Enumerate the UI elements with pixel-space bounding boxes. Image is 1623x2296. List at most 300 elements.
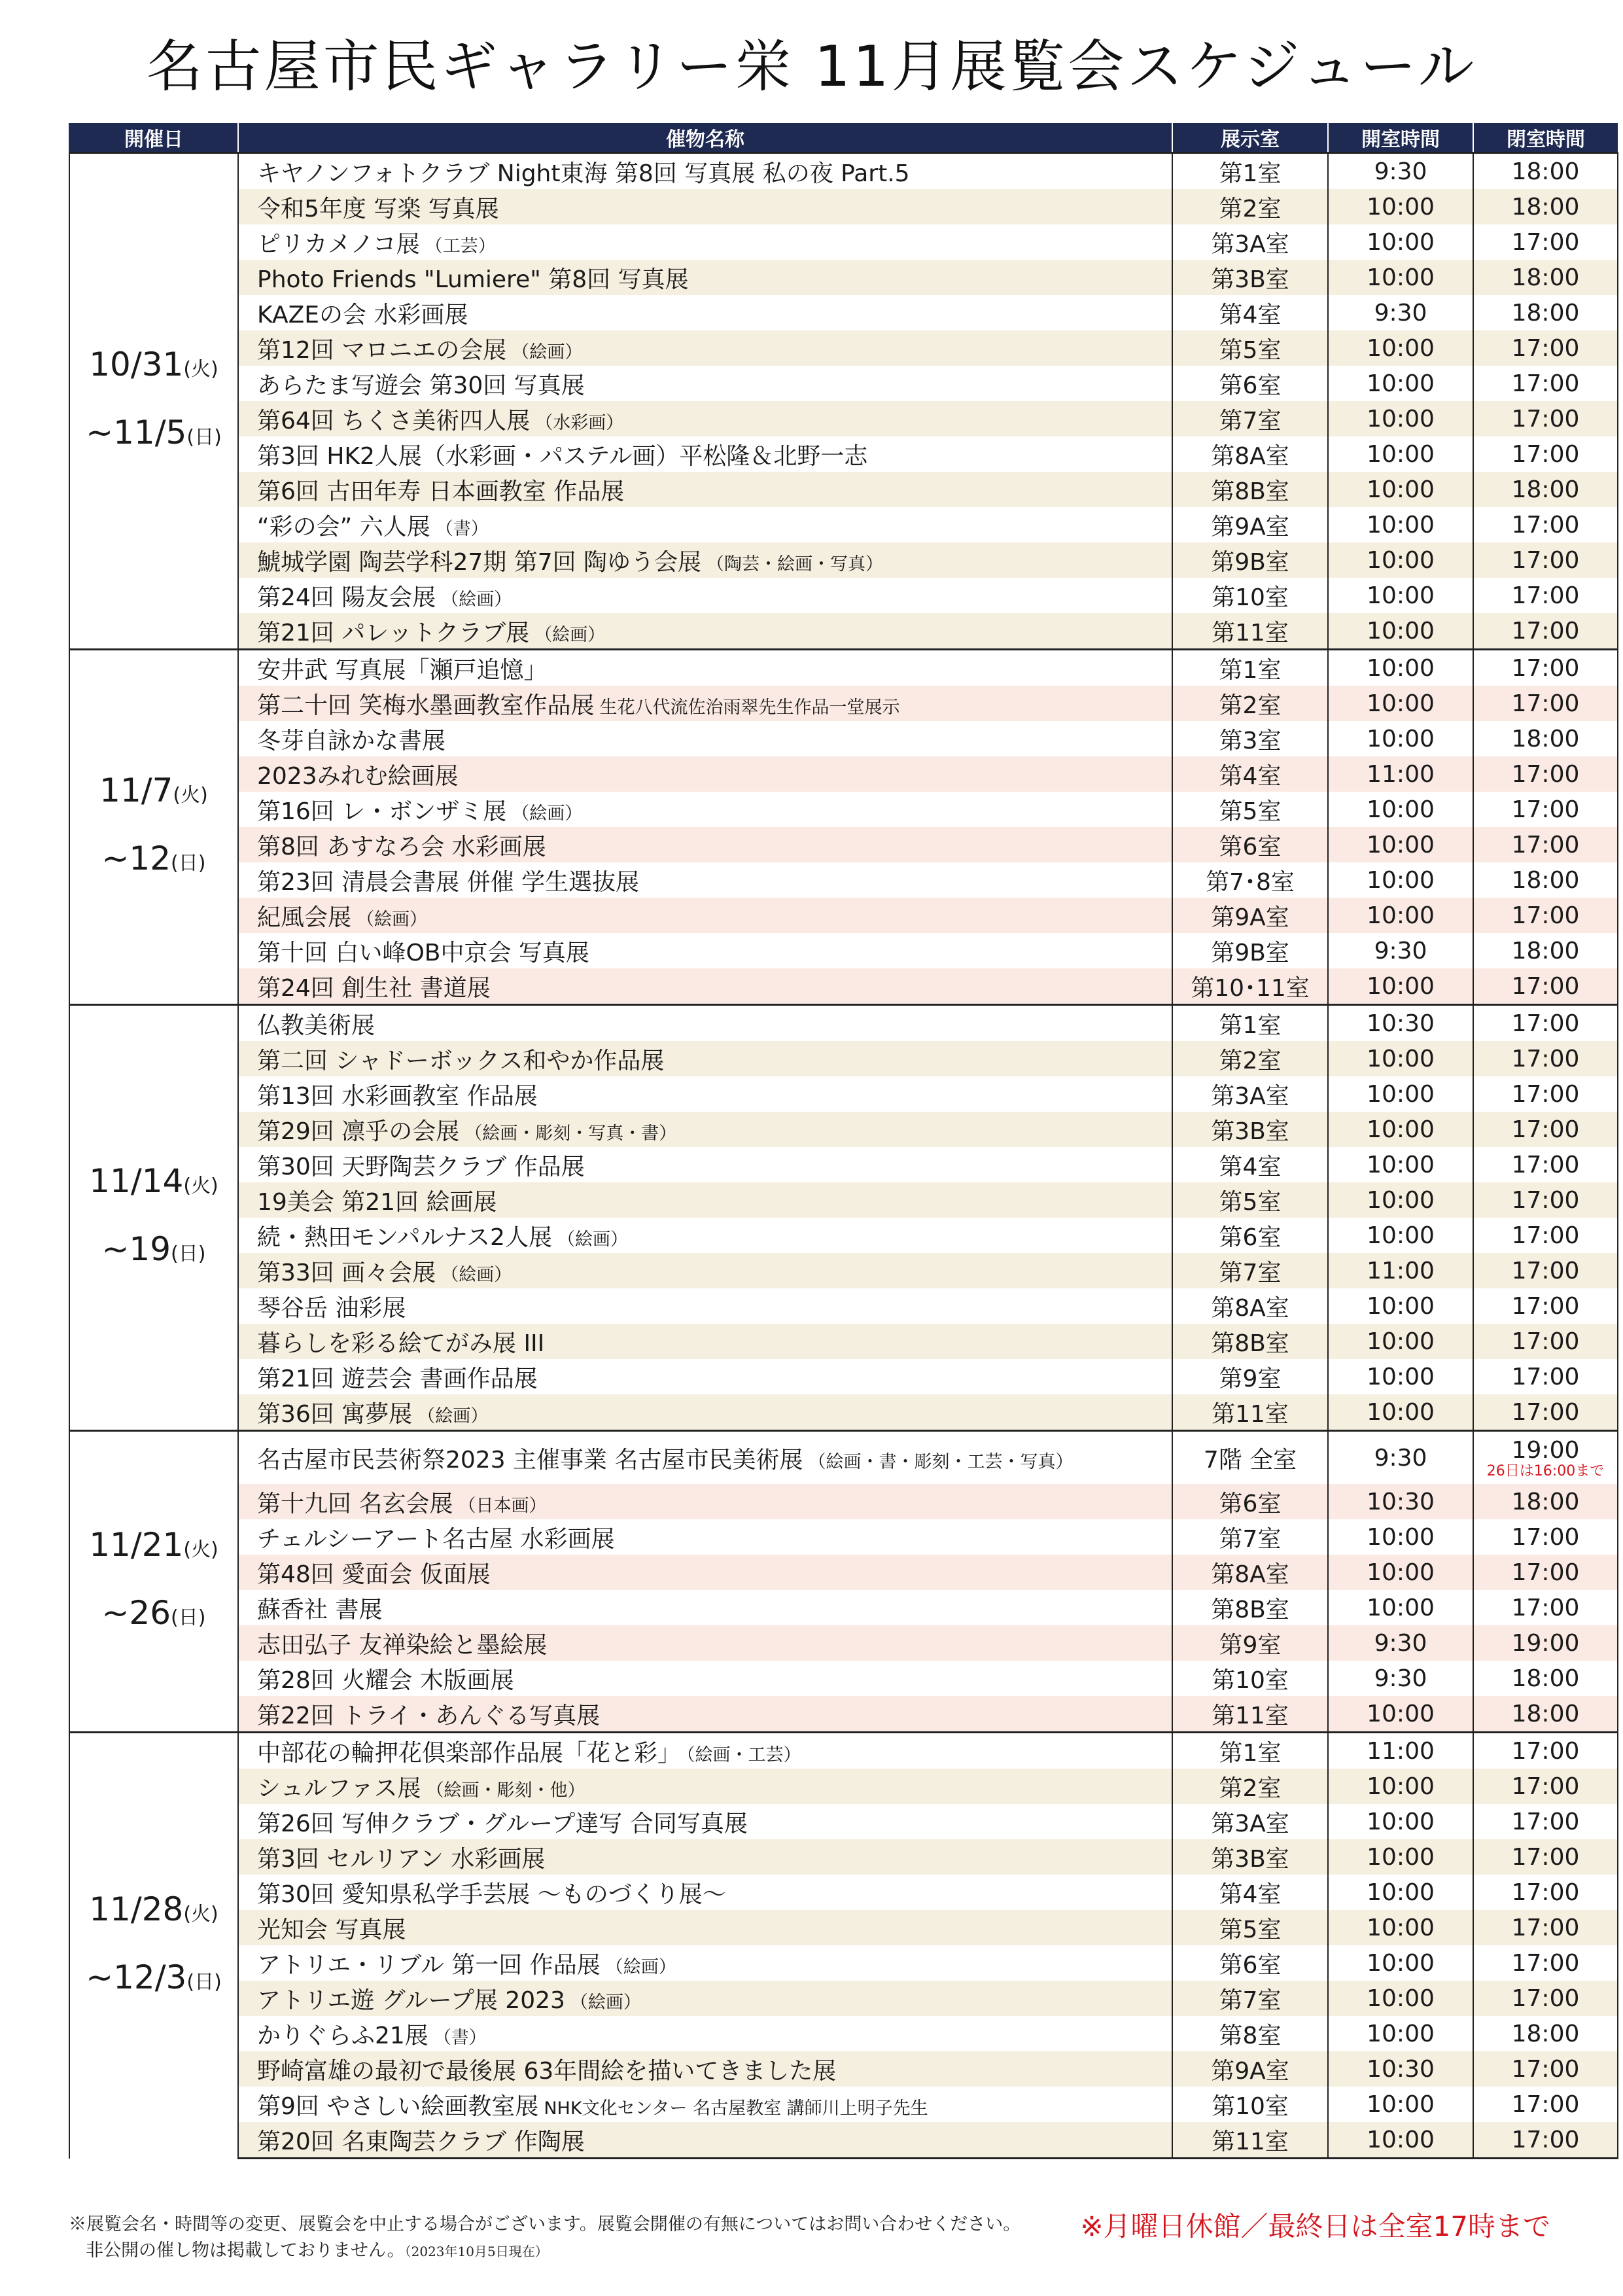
event-name: 第3回 セルリアン 水彩画展 <box>257 1845 546 1873</box>
open-time-cell: 10:00 <box>1328 1112 1473 1147</box>
room-cell: 第8B室 <box>1172 1324 1328 1359</box>
date-start: 10/31 <box>89 345 184 383</box>
table-row <box>69 189 1618 224</box>
close-time-cell <box>1473 1182 1618 1218</box>
table-row <box>69 1218 1618 1253</box>
room-cell: 第6室 <box>1172 1484 1328 1519</box>
table-row <box>69 295 1618 330</box>
room-cell: 第6室 <box>1172 366 1328 401</box>
table-row <box>69 1182 1618 1218</box>
table-row <box>69 2087 1618 2122</box>
open-time-cell: 10:00 <box>1328 1804 1473 1839</box>
room-cell: 第3B室 <box>1172 260 1328 295</box>
table-row <box>69 1484 1618 1519</box>
room-cell: 第6室 <box>1172 827 1328 862</box>
event-name: 第24回 創生社 書道展 <box>257 974 491 1002</box>
date-start: 11/7 <box>99 771 173 809</box>
event-name-cell <box>238 1625 1172 1661</box>
close-time-cell <box>1473 507 1618 542</box>
event-name-cell <box>238 1839 1172 1875</box>
event-name: KAZEの会 水彩画展 <box>257 301 468 328</box>
footnote-line-2 <box>69 2238 1050 2265</box>
room-cell: 第9室 <box>1172 1625 1328 1661</box>
close-time-cell <box>1473 1839 1618 1875</box>
close-time-cell <box>1473 1696 1618 1733</box>
table-header-row <box>69 123 1618 153</box>
close-time-cell <box>1473 756 1618 792</box>
close-time: 17:00 <box>1511 1914 1580 1941</box>
close-time: 17:00 <box>1511 1257 1580 1284</box>
header-room: 展示室 <box>1172 123 1328 153</box>
table-row <box>69 1076 1618 1112</box>
room-cell: 第8A室 <box>1172 1555 1328 1590</box>
room-cell: 第9B室 <box>1172 933 1328 968</box>
date-cell <box>69 650 238 1005</box>
event-category: （工芸） <box>425 236 496 256</box>
open-time-cell: 10:00 <box>1328 542 1473 578</box>
event-name: 第24回 陽友会展 <box>257 584 436 611</box>
table-row <box>69 862 1618 898</box>
open-time-cell: 10:00 <box>1328 1041 1473 1076</box>
event-category: 生花八代流佐治雨翠先生作品一堂展示 <box>599 697 900 718</box>
close-time: 17:00 <box>1511 2055 1580 2083</box>
event-category: （陶芸・絵画・写真） <box>707 554 884 574</box>
event-name-cell <box>238 1519 1172 1555</box>
table-row <box>69 827 1618 862</box>
room-cell: 第1室 <box>1172 1005 1328 1042</box>
date-start: 11/21 <box>89 1526 184 1564</box>
date-end: ~12 <box>101 839 171 877</box>
close-time-cell <box>1473 1218 1618 1253</box>
event-name: 第22回 トライ・あんぐる写真展 <box>257 1702 601 1729</box>
table-row <box>69 792 1618 827</box>
event-name-cell <box>238 295 1172 330</box>
close-time-cell <box>1473 224 1618 260</box>
close-time-cell <box>1473 1555 1618 1590</box>
table-row <box>69 436 1618 472</box>
table-row <box>69 224 1618 260</box>
event-name: 中部花の輪押花倶楽部作品展「花と彩」 <box>257 1739 682 1767</box>
footnote-line-1: ※展覧会名・時間等の変更、展覧会を中止する場合がございます。展覧会開催の有無についてはお問い合わせください。 <box>69 2214 1021 2234</box>
event-name: 野崎富雄の最初で最後展 63年間絵を描いてきました展 <box>257 2057 837 2085</box>
open-time-cell: 10:00 <box>1328 862 1473 898</box>
event-name-cell <box>238 1218 1172 1253</box>
event-category: （絵画） <box>557 1229 628 1250</box>
close-time: 17:00 <box>1511 1363 1580 1390</box>
event-name-cell <box>238 1182 1172 1218</box>
open-time-cell: 10:00 <box>1328 1288 1473 1324</box>
event-name-cell <box>238 968 1172 1005</box>
open-time-cell: 9:30 <box>1328 153 1473 190</box>
table-row <box>69 472 1618 507</box>
open-time-cell: 10:00 <box>1328 1555 1473 1590</box>
event-category: （書） <box>433 2027 487 2048</box>
event-name-cell <box>238 1804 1172 1839</box>
room-cell: 第7室 <box>1172 1981 1328 2016</box>
open-time-cell: 11:00 <box>1328 1253 1473 1288</box>
table-row <box>69 1910 1618 1945</box>
open-time-cell: 9:30 <box>1328 1431 1473 1485</box>
date-start: 11/14 <box>89 1162 184 1200</box>
event-name: 続・熱田モンパルナス2人展 <box>257 1224 552 1251</box>
close-time: 17:00 <box>1511 1737 1580 1765</box>
room-cell: 第10･11室 <box>1172 968 1328 1005</box>
event-category: （絵画） <box>441 1264 512 1285</box>
room-cell: 第3B室 <box>1172 1839 1328 1875</box>
open-time-cell: 10:00 <box>1328 721 1473 756</box>
close-time-cell <box>1473 1288 1618 1324</box>
event-name: 第8回 あすなろ会 水彩画展 <box>257 833 546 860</box>
date-end-weekday: (日) <box>171 852 206 875</box>
close-time: 18:00 <box>1511 725 1580 752</box>
close-time-cell <box>1473 1359 1618 1394</box>
event-name-cell <box>238 472 1172 507</box>
open-time-cell: 10:00 <box>1328 507 1473 542</box>
table-row <box>69 968 1618 1005</box>
close-time: 17:00 <box>1511 617 1580 645</box>
open-time-cell: 9:30 <box>1328 295 1473 330</box>
event-category: （絵画・書・彫刻・工芸・写真） <box>808 1451 1073 1472</box>
date-end: ~12/3 <box>86 1958 187 1996</box>
close-time-cell <box>1473 2087 1618 2122</box>
event-category: （絵画） <box>570 1992 641 2013</box>
table-row <box>69 1945 1618 1981</box>
close-time: 17:00 <box>1511 405 1580 433</box>
event-name-cell <box>238 2051 1172 2087</box>
event-name-cell <box>238 756 1172 792</box>
event-name: 紀風会展 <box>257 904 352 931</box>
room-cell: 第10室 <box>1172 2087 1328 2122</box>
event-name: 第十九回 名玄会展 <box>257 1490 453 1517</box>
close-time-cell <box>1473 1733 1618 1769</box>
close-time-cell <box>1473 1804 1618 1839</box>
room-cell: 第3A室 <box>1172 224 1328 260</box>
table-row <box>69 1041 1618 1076</box>
open-time-cell: 10:00 <box>1328 472 1473 507</box>
event-name: 第30回 愛知県私学手芸展 ～ものづくり展～ <box>257 1881 726 1908</box>
room-cell: 第4室 <box>1172 295 1328 330</box>
open-time-cell: 10:00 <box>1328 1981 1473 2016</box>
date-start-weekday: (火) <box>183 1174 218 1197</box>
room-cell: 第6室 <box>1172 1218 1328 1253</box>
event-name: 令和5年度 写楽 写真展 <box>257 195 499 222</box>
event-name: “彩の会” 六人展 <box>257 513 430 540</box>
open-time-cell: 9:30 <box>1328 1661 1473 1696</box>
close-time-cell <box>1473 1625 1618 1661</box>
event-name-cell <box>238 1288 1172 1324</box>
table-row <box>69 153 1618 190</box>
room-cell: 第2室 <box>1172 686 1328 721</box>
room-cell: 第11室 <box>1172 613 1328 650</box>
close-time-cell <box>1473 1661 1618 1696</box>
event-name: 第28回 火耀会 木版画展 <box>257 1667 514 1694</box>
event-name-cell <box>238 686 1172 721</box>
room-cell: 7階 全室 <box>1172 1431 1328 1485</box>
date-start: 11/28 <box>89 1890 184 1928</box>
close-time: 18:00 <box>1511 193 1580 221</box>
close-time-cell <box>1473 613 1618 650</box>
event-name: 第6回 古田年寿 日本画教室 作品展 <box>257 478 625 505</box>
open-time-cell: 10:00 <box>1328 1875 1473 1910</box>
event-name-cell <box>238 898 1172 933</box>
close-time: 17:00 <box>1511 1985 1580 2012</box>
room-cell: 第8A室 <box>1172 436 1328 472</box>
close-time-cell <box>1473 898 1618 933</box>
event-name: 光知会 写真展 <box>257 1916 406 1943</box>
open-time-cell: 11:00 <box>1328 756 1473 792</box>
event-name-cell <box>238 366 1172 401</box>
open-time-cell: 10:00 <box>1328 1696 1473 1733</box>
room-cell: 第10室 <box>1172 578 1328 613</box>
table-row <box>69 1696 1618 1733</box>
event-name: 第12回 マロニエの会展 <box>257 336 507 364</box>
close-time-cell <box>1473 721 1618 756</box>
room-cell: 第3室 <box>1172 721 1328 756</box>
close-time: 17:00 <box>1511 1879 1580 1906</box>
event-category: （絵画） <box>512 803 583 824</box>
close-time-cell <box>1473 1005 1618 1042</box>
room-cell: 第1室 <box>1172 650 1328 686</box>
event-name: 第16回 レ・ボンザミ展 <box>257 798 507 825</box>
event-name-cell <box>238 153 1172 190</box>
close-time: 17:00 <box>1511 972 1580 1000</box>
close-time: 17:00 <box>1511 1080 1580 1108</box>
close-time-cell <box>1473 1910 1618 1945</box>
event-name: 第21回 パレットクラブ展 <box>257 619 530 646</box>
open-time-cell: 10:30 <box>1328 1484 1473 1519</box>
date-end-weekday: (日) <box>171 1243 206 1265</box>
event-name-cell <box>238 1555 1172 1590</box>
close-time-cell <box>1473 189 1618 224</box>
event-category: （絵画・彫刻・他） <box>426 1780 585 1801</box>
schedule-group <box>69 1431 1618 1733</box>
room-cell: 第5室 <box>1172 792 1328 827</box>
table-row <box>69 260 1618 295</box>
room-cell: 第9B室 <box>1172 542 1328 578</box>
open-time-cell: 10:00 <box>1328 686 1473 721</box>
date-cell <box>69 1431 238 1733</box>
event-name: 第48回 愛面会 仮面展 <box>257 1561 491 1588</box>
open-time-cell: 10:00 <box>1328 189 1473 224</box>
event-name: 第33回 画々会展 <box>257 1259 436 1286</box>
event-category: （絵画） <box>417 1405 489 1426</box>
room-cell: 第3B室 <box>1172 1112 1328 1147</box>
event-name: 第十回 白い峰OB中京会 写真展 <box>257 939 589 966</box>
event-name: 第13回 水彩画教室 作品展 <box>257 1082 538 1110</box>
close-time: 17:00 <box>1511 1116 1580 1143</box>
room-cell: 第11室 <box>1172 1696 1328 1733</box>
event-name-cell <box>238 1324 1172 1359</box>
close-time: 17:00 <box>1511 1222 1580 1249</box>
event-name: 仏教美術展 <box>257 1012 375 1039</box>
table-row <box>69 721 1618 756</box>
close-time: 17:00 <box>1511 654 1580 682</box>
close-time: 19:00 <box>1511 1436 1580 1464</box>
table-row <box>69 1147 1618 1182</box>
event-name: アトリエ・リブル 第一回 作品展 <box>257 1951 601 1979</box>
close-time-cell <box>1473 650 1618 686</box>
close-time: 17:00 <box>1511 1808 1580 1835</box>
date-start-weekday: (火) <box>173 784 208 807</box>
room-cell: 第7室 <box>1172 401 1328 436</box>
room-cell: 第2室 <box>1172 189 1328 224</box>
open-time-cell: 11:00 <box>1328 1733 1473 1769</box>
table-row <box>69 1590 1618 1625</box>
event-name-cell <box>238 933 1172 968</box>
event-name: 2023みれむ絵画展 <box>257 762 459 790</box>
table-row <box>69 1005 1618 1042</box>
close-time: 17:00 <box>1511 1523 1580 1551</box>
table-row <box>69 2051 1618 2087</box>
table-row <box>69 1981 1618 2016</box>
open-time-cell: 9:30 <box>1328 1625 1473 1661</box>
event-name: 鯱城学園 陶芸学科27期 第7回 陶ゆう会展 <box>257 548 702 576</box>
room-cell: 第7室 <box>1172 1519 1328 1555</box>
event-category: （絵画） <box>441 589 512 610</box>
room-cell: 第2室 <box>1172 1769 1328 1804</box>
event-name: かりぐらふ21展 <box>257 2022 428 2049</box>
event-category: NHK文化センター 名古屋教室 講師川上明子先生 <box>544 2098 928 2119</box>
close-time-cell <box>1473 862 1618 898</box>
event-name-cell <box>238 1661 1172 1696</box>
close-time: 18:00 <box>1511 1665 1580 1692</box>
close-time: 17:00 <box>1511 1292 1580 1320</box>
open-time-cell: 10:00 <box>1328 1218 1473 1253</box>
room-cell: 第4室 <box>1172 1875 1328 1910</box>
close-time: 17:00 <box>1511 334 1580 362</box>
close-time-cell <box>1473 436 1618 472</box>
event-name: 琴谷岳 油彩展 <box>257 1294 406 1322</box>
open-time-cell: 10:00 <box>1328 2016 1473 2051</box>
schedule-group <box>69 1005 1618 1431</box>
schedule-group <box>69 650 1618 1005</box>
close-time-cell <box>1473 295 1618 330</box>
room-cell: 第2室 <box>1172 1041 1328 1076</box>
room-cell: 第1室 <box>1172 1733 1328 1769</box>
date-start-weekday: (火) <box>183 358 218 381</box>
close-time-cell <box>1473 1076 1618 1112</box>
open-time-cell: 10:00 <box>1328 792 1473 827</box>
table-row <box>69 2016 1618 2051</box>
date-cell <box>69 1733 238 2159</box>
room-cell: 第8A室 <box>1172 1288 1328 1324</box>
footnote <box>69 2212 1050 2265</box>
table-row <box>69 1625 1618 1661</box>
close-time: 17:00 <box>1511 690 1580 717</box>
event-name-cell <box>238 330 1172 366</box>
room-cell: 第3A室 <box>1172 1076 1328 1112</box>
close-time: 17:00 <box>1511 370 1580 397</box>
open-time-cell: 10:00 <box>1328 1519 1473 1555</box>
close-time-cell <box>1473 1981 1618 2016</box>
open-time-cell: 10:00 <box>1328 401 1473 436</box>
open-time-cell: 10:00 <box>1328 1590 1473 1625</box>
event-name-cell <box>238 1981 1172 2016</box>
room-cell: 第11室 <box>1172 1394 1328 1431</box>
room-cell: 第4室 <box>1172 756 1328 792</box>
event-name-cell <box>238 650 1172 686</box>
close-time-cell <box>1473 1253 1618 1288</box>
close-time-cell <box>1473 1112 1618 1147</box>
event-name-cell <box>238 1484 1172 1519</box>
close-time: 18:00 <box>1511 264 1580 291</box>
close-time-cell <box>1473 1875 1618 1910</box>
close-time-cell <box>1473 1147 1618 1182</box>
open-time-cell: 9:30 <box>1328 933 1473 968</box>
open-time-cell: 10:00 <box>1328 436 1473 472</box>
event-name-cell <box>238 542 1172 578</box>
event-name-cell <box>238 792 1172 827</box>
event-name: 暮らしを彩る絵てがみ展 III <box>257 1330 545 1357</box>
event-category: （絵画） <box>605 1956 676 1977</box>
event-name: チェルシーアート名古屋 水彩画展 <box>257 1525 615 1553</box>
schedule-group <box>69 153 1618 650</box>
close-time: 17:00 <box>1511 1398 1580 1426</box>
close-time: 18:00 <box>1511 1700 1580 1727</box>
room-cell: 第4室 <box>1172 1147 1328 1182</box>
close-time-cell <box>1473 330 1618 366</box>
close-time: 17:00 <box>1511 1843 1580 1871</box>
close-time: 17:00 <box>1511 902 1580 929</box>
event-name: 第21回 遊芸会 書画作品展 <box>257 1365 538 1392</box>
event-name-cell <box>238 2016 1172 2051</box>
event-name: 第30回 天野陶芸クラブ 作品展 <box>257 1153 585 1180</box>
event-name: 志田弘子 友禅染絵と墨絵展 <box>257 1631 548 1659</box>
event-name-cell <box>238 1076 1172 1112</box>
event-name-cell <box>238 613 1172 650</box>
close-time-cell <box>1473 2051 1618 2087</box>
event-name: 第64回 ちくさ美術四人展 <box>257 407 531 434</box>
event-category: （絵画） <box>357 909 428 930</box>
close-time-cell <box>1473 968 1618 1005</box>
close-time-cell <box>1473 1484 1618 1519</box>
event-category: （絵画・工芸） <box>686 1744 801 1765</box>
close-time-cell <box>1473 542 1618 578</box>
table-row <box>69 1804 1618 1839</box>
close-time: 17:00 <box>1511 1045 1580 1072</box>
room-cell: 第7室 <box>1172 1253 1328 1288</box>
event-name-cell <box>238 1875 1172 1910</box>
event-name: 第二十回 笑梅水墨画教室作品展 <box>257 692 595 719</box>
table-row <box>69 401 1618 436</box>
close-time-cell <box>1473 1769 1618 1804</box>
date-end: ~11/5 <box>86 414 187 451</box>
closing-notice: ※月曜日休館／最終日は全室17時まで <box>1080 2210 1550 2242</box>
room-cell: 第8室 <box>1172 2016 1328 2051</box>
close-time: 18:00 <box>1511 2020 1580 2047</box>
room-cell: 第7･8室 <box>1172 862 1328 898</box>
event-name-cell <box>238 1041 1172 1076</box>
event-name-cell <box>238 1590 1172 1625</box>
open-time-cell: 10:00 <box>1328 827 1473 862</box>
table-row <box>69 1519 1618 1555</box>
event-name-cell <box>238 1394 1172 1431</box>
event-name-cell <box>238 1112 1172 1147</box>
event-name-cell <box>238 827 1172 862</box>
event-name-cell <box>238 2122 1172 2159</box>
table-row <box>69 1661 1618 1696</box>
open-time-cell: 10:30 <box>1328 2051 1473 2087</box>
close-time-cell <box>1473 1431 1618 1485</box>
event-name: 第二回 シャドーボックス和やか作品展 <box>257 1047 665 1074</box>
close-time-note: 26日は16:00まで <box>1486 1462 1605 1479</box>
room-cell: 第10室 <box>1172 1661 1328 1696</box>
event-name-cell <box>238 1253 1172 1288</box>
schedule-table <box>69 123 1605 2159</box>
table-row <box>69 1112 1618 1147</box>
close-time: 18:00 <box>1511 476 1580 503</box>
event-name-cell <box>238 1696 1172 1733</box>
